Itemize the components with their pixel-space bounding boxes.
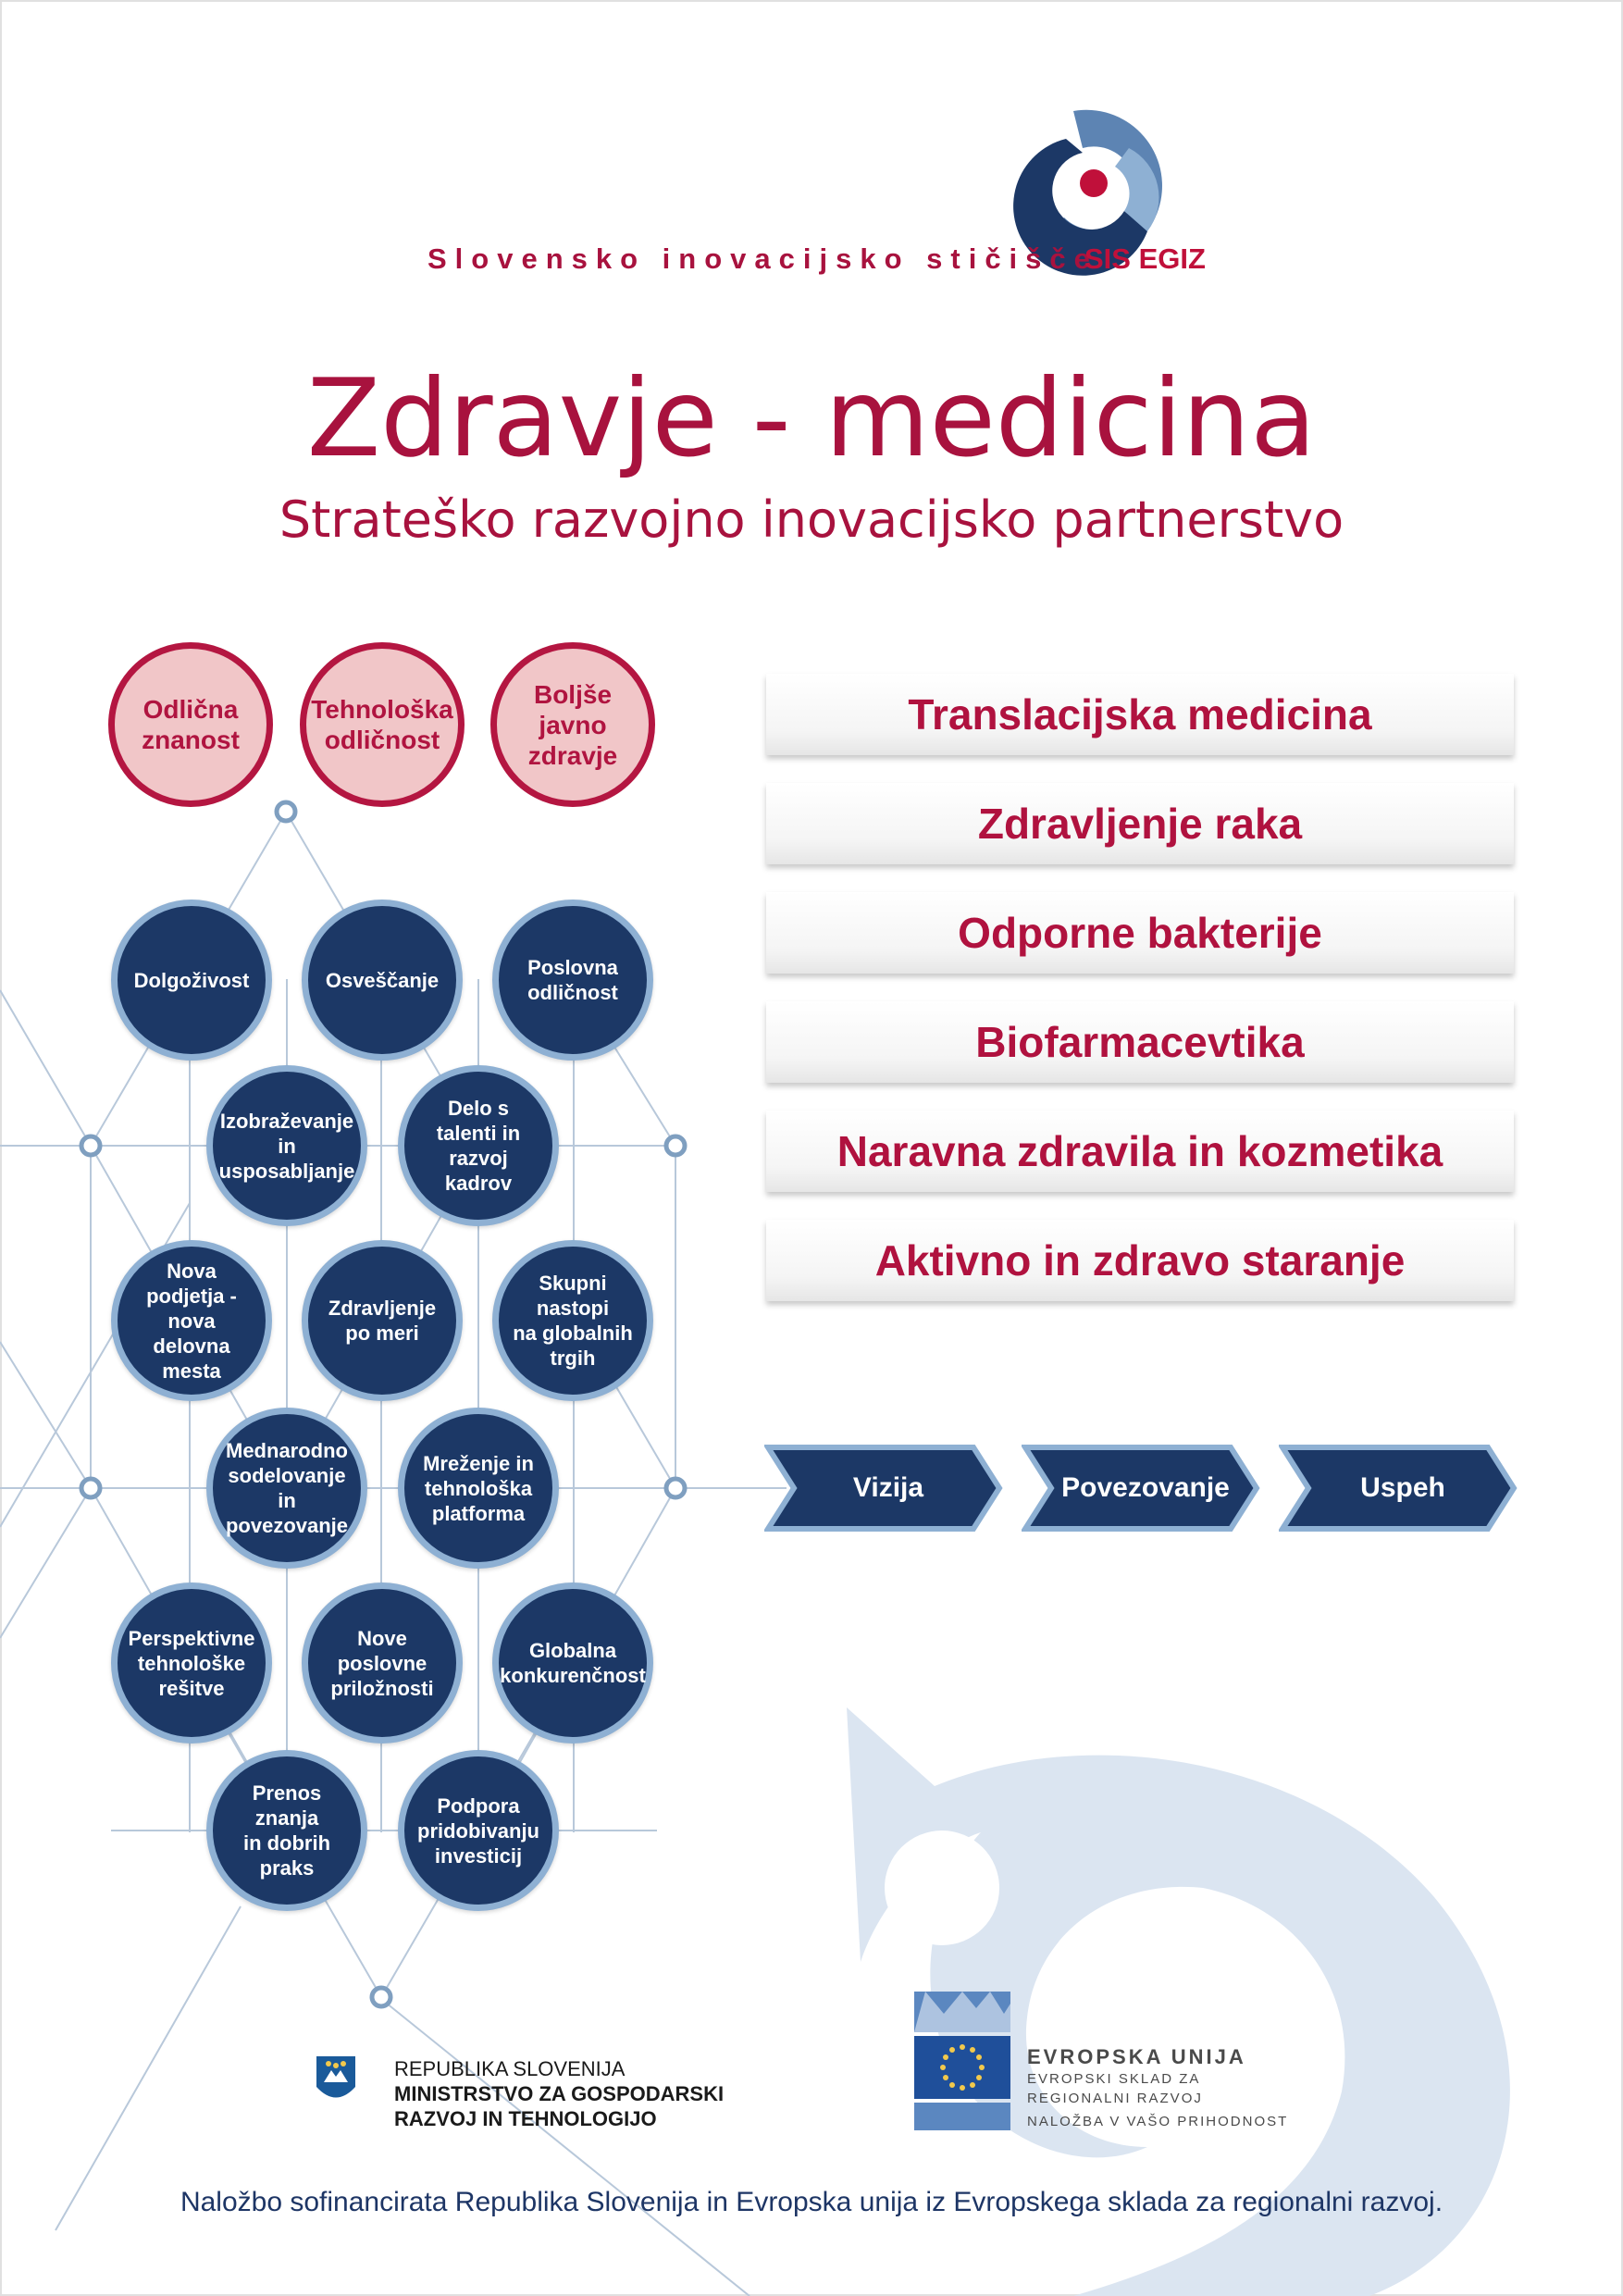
step-label: Uspeh: [1360, 1472, 1445, 1503]
tagline: Slovensko inovacijsko stičišče: [427, 242, 1098, 275]
goal-circle: [490, 642, 655, 807]
eu-text: [1027, 2045, 1288, 2131]
focus-area-bar: Naravna zdravila in kozmetika: [766, 1111, 1514, 1192]
network-node: [302, 900, 463, 1061]
goal-circle: [300, 642, 465, 807]
network-node-label: Dolgoživost: [133, 968, 250, 992]
government-line-1: REPUBLIKA SLOVENIJA: [394, 2057, 626, 2080]
step-arrow-vision: [764, 1444, 1005, 1533]
page-subtitle: Strateško razvojno inovacijsko partnerstvo: [279, 490, 1344, 549]
network-node: [398, 1065, 559, 1226]
focus-area-bar: Odporne bakterije: [766, 892, 1514, 974]
step-arrow-success: [1279, 1444, 1519, 1533]
network-node-label: Mednarodno sodelovanje in povezovanje: [225, 1439, 349, 1537]
goal-label: Odlična znanost: [142, 695, 240, 754]
network-node-label: Mreženje in tehnološka platforma: [423, 1451, 534, 1525]
network-node: [302, 1582, 463, 1744]
network-node: [111, 1240, 272, 1401]
eu-line-1: EVROPSKI SKLAD ZA: [1027, 2071, 1201, 2087]
network-node-label: Skupni nastopi na globalnih trgih: [513, 1272, 633, 1370]
government-line-3: RAZVOJ IN TEHNOLOGIJO: [394, 2107, 657, 2130]
government-text: [394, 2056, 724, 2131]
network-node-label: Poslovna odličnost: [527, 956, 618, 1004]
network-node: [492, 1240, 653, 1401]
network-node: [492, 900, 653, 1061]
network-node: [111, 900, 272, 1061]
network-node-label: Prenos znanja in dobrih praks: [242, 1781, 331, 1880]
eu-line-3: NALOŽBA V VAŠO PRIHODNOST: [1027, 2114, 1289, 2129]
network-node-label: Nova podjetja - nova delovna mesta: [146, 1259, 237, 1383]
network-node-label: Globalna konkurenčnost: [500, 1639, 646, 1687]
network-node-label: Zdravljenje po meri: [328, 1297, 437, 1345]
goal-circle: [108, 642, 273, 807]
focus-area-bar: Translacijska medicina: [766, 674, 1514, 755]
goal-label: Boljše javno zdravje: [527, 679, 618, 770]
network-node: [398, 1408, 559, 1569]
focus-area-bar: Aktivno in zdravo staranje: [766, 1220, 1514, 1301]
network-node: [398, 1750, 559, 1911]
eu-title: EVROPSKA UNIJA: [1027, 2045, 1246, 2068]
network-node: [111, 1582, 272, 1744]
slovenia-coat-of-arms-icon: [316, 2056, 355, 2098]
government-line-2: MINISTRSTVO ZA GOSPODARSKI: [394, 2082, 725, 2105]
network-node: [302, 1240, 463, 1401]
eu-flag-logo-icon: [914, 1992, 1010, 2130]
network-node: [206, 1408, 367, 1569]
network-node-label: Nove poslovne priložnosti: [330, 1626, 434, 1700]
network-node-label: Podpora pridobivanju investicij: [417, 1793, 539, 1868]
logo-text: SIS EGIZ: [1084, 242, 1206, 275]
network-node-label: Osveščanje: [325, 968, 440, 992]
eu-line-2: REGIONALNI RAZVOJ: [1027, 2091, 1203, 2106]
goal-label: Tehnološka odličnost: [311, 695, 453, 754]
step-arrow-connecting: [1022, 1444, 1262, 1533]
step-label: Povezovanje: [1061, 1472, 1230, 1503]
footer-text: Naložbo sofinancirata Republika Slovenija in Evropska unija iz Evropskega sklada za regionalni razvoj.: [180, 2187, 1443, 2217]
network-node-label: Izobraževanje in usposabljanje: [218, 1109, 355, 1183]
network-node-label: Perspektivne tehnološke rešitve: [128, 1626, 255, 1700]
network-node: [206, 1065, 367, 1226]
focus-area-bar: Biofarmacevtika: [766, 1001, 1514, 1083]
page-title: Zdravje - medicina: [306, 356, 1317, 481]
step-label: Vizija: [852, 1472, 924, 1503]
network-node: [206, 1750, 367, 1911]
network-node: [492, 1582, 653, 1744]
network-node-label: Delo s talenti in razvoj kadrov: [436, 1097, 521, 1195]
focus-area-bar: Zdravljenje raka: [766, 783, 1514, 864]
